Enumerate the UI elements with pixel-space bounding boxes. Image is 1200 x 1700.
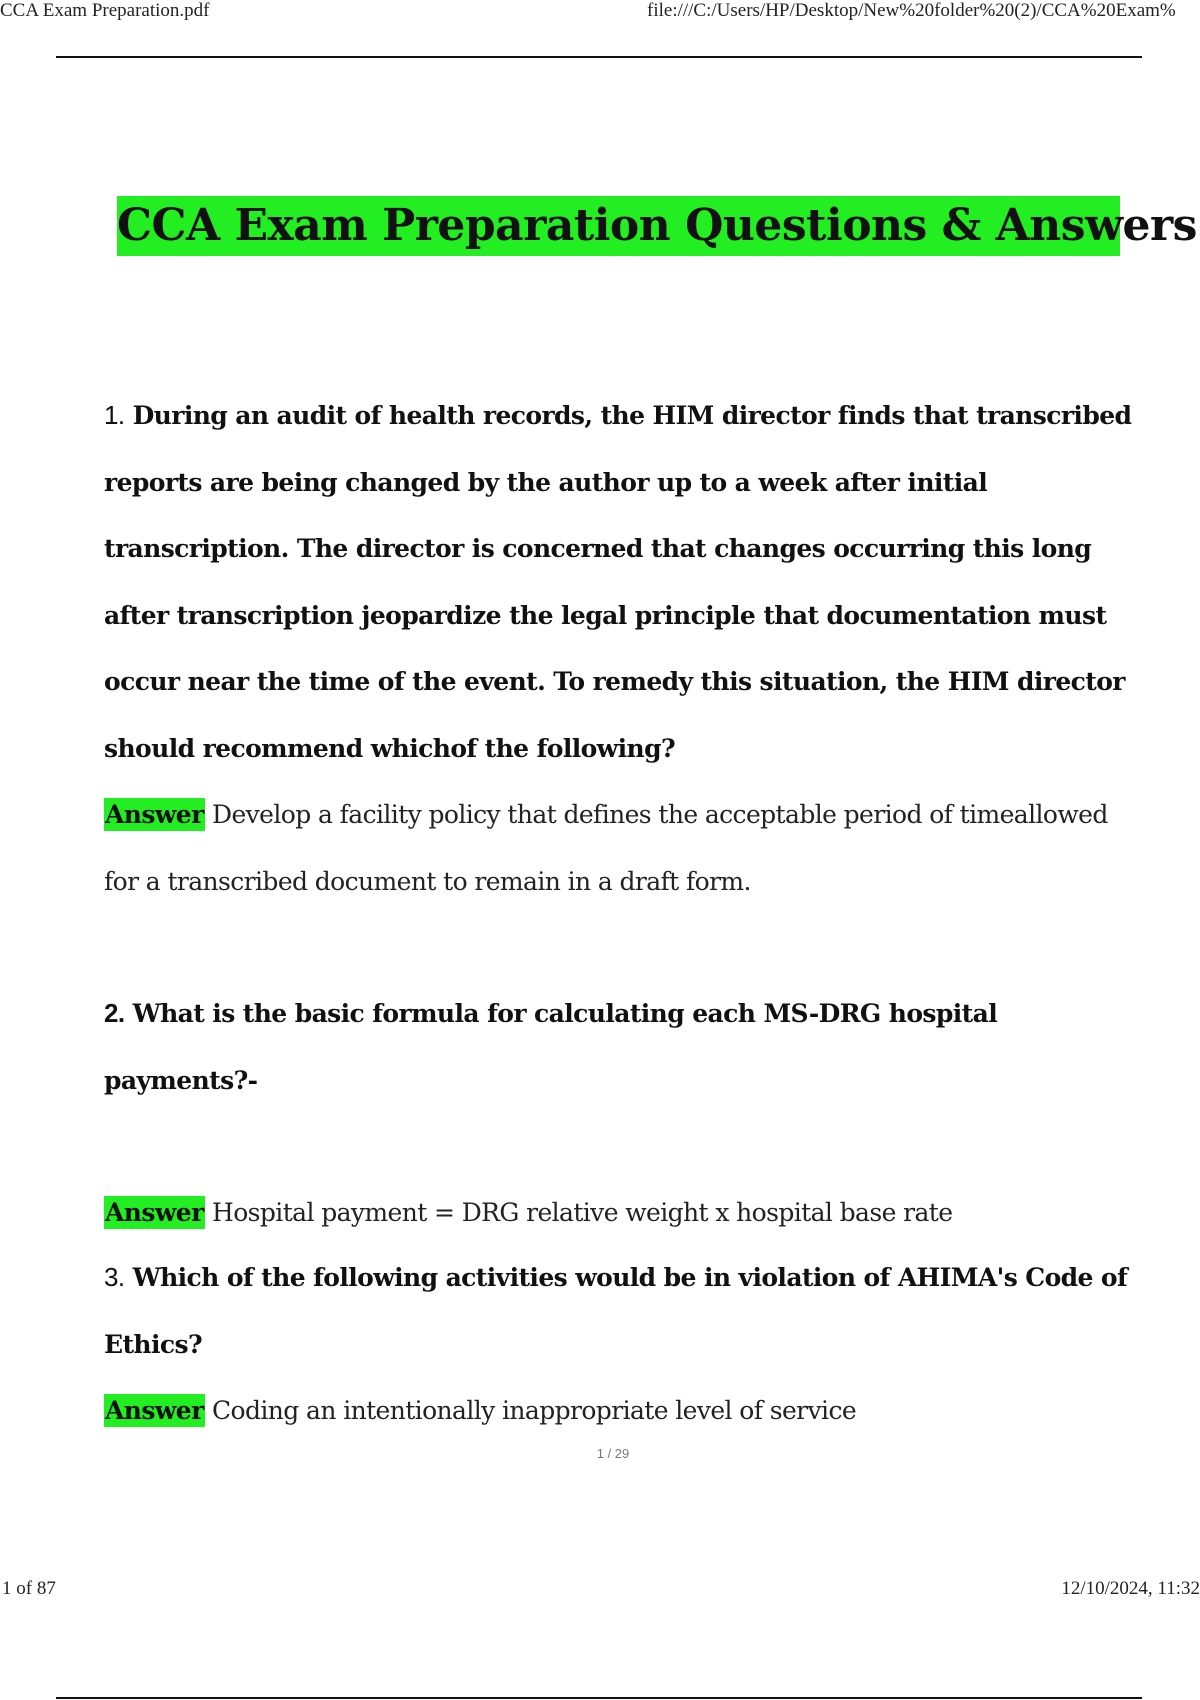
question-number: 1.: [104, 400, 125, 430]
question-number: 3.: [104, 1262, 125, 1292]
print-footer-page-count: 1 of 87: [2, 1578, 56, 1599]
answer-1: [104, 782, 1144, 915]
page-indicator: 1 / 29: [596, 1446, 630, 1461]
question-block-2: [104, 980, 1144, 1247]
print-header-file-path: file:///C:/Users/HP/Desktop/New%20folder%20(2)/CCA%20Exam%: [647, 0, 1176, 21]
question-text: During an audit of health records, the HIM director finds that transcribed reports are being changed by the author up to a week after initial transcription. The director is concerned that changes occurring this long after transcription jeopardize the legal principle that documentation must occur near the time of the event. To remedy this situation, the HIM director should recommend whichof the following?: [104, 401, 1132, 763]
header-divider: [56, 56, 1142, 58]
print-footer-timestamp: 12/10/2024, 11:32: [1061, 1578, 1200, 1599]
question-text: What is the basic formula for calculating each MS-DRG hospital payments?-: [104, 999, 998, 1095]
question-1: [104, 382, 1144, 782]
question-block-3: [104, 1244, 1144, 1445]
answer-text: Coding an intentionally inappropriate level of service: [212, 1396, 857, 1425]
document-title: CCA Exam Preparation Questions & Answers: [117, 196, 1120, 256]
answer-2: [104, 1180, 1144, 1247]
answer-label: Answer: [105, 1396, 204, 1425]
question-3: [104, 1244, 1144, 1378]
question-text: Which of the following activities would be in violation of AHIMA's Code of Ethics?: [104, 1263, 1128, 1359]
print-header-filename: CCA Exam Preparation.pdf: [0, 0, 210, 21]
footer-divider: [56, 1697, 1142, 1699]
question-block-1: [104, 382, 1144, 915]
question-number: 2.: [104, 998, 125, 1028]
question-2: [104, 980, 1144, 1114]
answer-label: Answer: [105, 1198, 204, 1227]
answer-3: [104, 1378, 1144, 1445]
answer-label: Answer: [105, 800, 204, 829]
answer-text: Hospital payment = DRG relative weight x hospital base rate: [212, 1198, 953, 1227]
answer-text: Develop a facility policy that defines the acceptable period of timeallowed for a transcribed document to remain in a draft form.: [104, 800, 1108, 896]
